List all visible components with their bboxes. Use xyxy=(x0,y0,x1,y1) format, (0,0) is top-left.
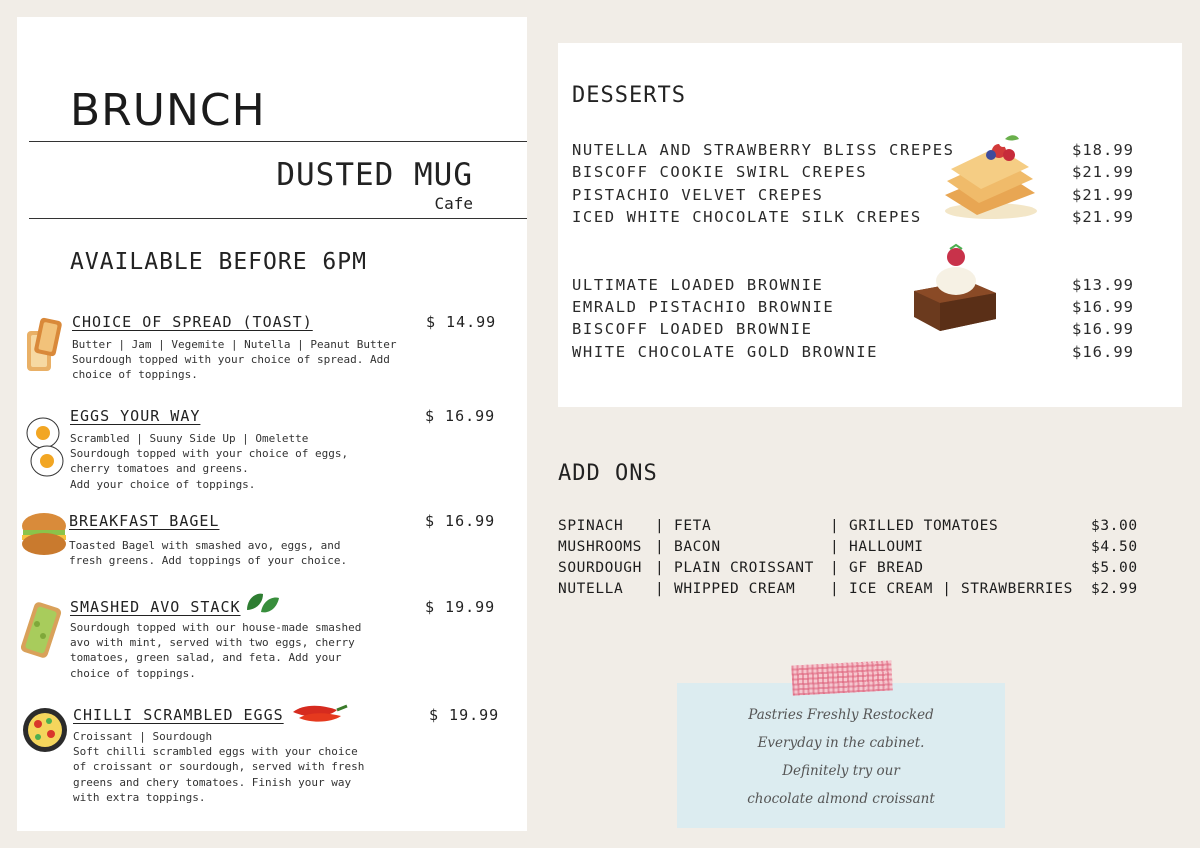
addon-separator: | xyxy=(655,518,665,534)
crepe-item-name: PISTACHIO VELVET CREPES xyxy=(572,186,824,204)
cafe-subtitle: Cafe xyxy=(434,194,473,213)
item-description: Butter | Jam | Vegemite | Nutella | Peanut Butter Sourdough topped with your choice of spread. Add choice of toppings. xyxy=(72,338,397,382)
brownie-item-price: $13.99 xyxy=(1072,276,1134,294)
addon-cell: ICE CREAM | STRAWBERRIES xyxy=(849,581,1073,597)
brownie-item-name: EMRALD PISTACHIO BROWNIE xyxy=(572,298,835,316)
addon-price: $5.00 xyxy=(1091,560,1138,576)
addon-separator: | xyxy=(830,518,840,534)
addon-separator: | xyxy=(655,560,665,576)
availability-heading: AVAILABLE BEFORE 6PM xyxy=(70,249,367,275)
addon-cell: FETA xyxy=(674,518,712,534)
item-name: SMASHED AVO STACK xyxy=(70,598,241,616)
addon-separator: | xyxy=(655,539,665,555)
cafe-name: DUSTED MUG xyxy=(276,157,473,193)
crepe-item-name: BISCOFF COOKIE SWIRL CREPES xyxy=(572,163,868,181)
crepe-item-name: ICED WHITE CHOCOLATE SILK CREPES xyxy=(572,208,922,226)
pastries-note-card xyxy=(677,683,1005,828)
addon-cell: WHIPPED CREAM xyxy=(674,581,796,597)
avocado-toast-icon xyxy=(21,598,69,662)
brownie-item-name: BISCOFF LOADED BROWNIE xyxy=(572,320,813,338)
note-line: Definitely try our xyxy=(782,763,900,779)
bagel-icon xyxy=(19,510,69,558)
brunch-menu-panel xyxy=(17,17,527,831)
crepe-item-name: NUTELLA AND STRAWBERRY BLISS CREPES xyxy=(572,141,955,159)
item-price: $ 14.99 xyxy=(426,313,497,331)
addon-price: $2.99 xyxy=(1091,581,1138,597)
note-line: chocolate almond croissant xyxy=(747,791,935,807)
item-name: CHOICE OF SPREAD (TOAST) xyxy=(72,313,313,331)
item-description: Scrambled | Suuny Side Up | Omelette Sourdough topped with your choice of eggs, cherry tomatoes and greens. Add your choice of toppings. xyxy=(70,432,349,491)
addon-separator: | xyxy=(655,581,665,597)
item-name: BREAKFAST BAGEL xyxy=(69,512,220,530)
item-name: EGGS YOUR WAY xyxy=(70,407,201,425)
fried-eggs-icon xyxy=(25,411,65,481)
addon-cell: SOURDOUGH xyxy=(558,560,642,576)
addon-cell: GRILLED TOMATOES xyxy=(849,518,999,534)
crepe-item-price: $21.99 xyxy=(1072,163,1134,181)
brownie-icon xyxy=(910,243,1000,335)
crepes-icon xyxy=(941,131,1039,221)
brownie-item-name: WHITE CHOCOLATE GOLD BROWNIE xyxy=(572,343,879,361)
item-name: CHILLI SCRAMBLED EGGS xyxy=(73,706,284,724)
addon-separator: | xyxy=(830,539,840,555)
divider-bottom xyxy=(29,218,527,219)
addon-price: $3.00 xyxy=(1091,518,1138,534)
addon-cell: PLAIN CROISSANT xyxy=(674,560,814,576)
addons-title: ADD ONS xyxy=(558,461,658,486)
addon-separator: | xyxy=(830,581,840,597)
item-description: Sourdough topped with our house-made smashed avo with mint, served with two eggs, cherry tomatoes, green salad, and feta. Add your choice of toppings. xyxy=(70,621,362,680)
egg-bowl-icon xyxy=(21,706,69,754)
chilli-icon xyxy=(291,700,349,724)
addon-cell: GF BREAD xyxy=(849,560,924,576)
item-description: Croissant | Sourdough Soft chilli scrambled eggs with your choice of croissant or sourdough, served with fresh greens and chery tomatoes. Finish your way with extra toppings. xyxy=(73,730,365,804)
brownie-item-name: ULTIMATE LOADED BROWNIE xyxy=(572,276,824,294)
washi-tape-decoration xyxy=(791,660,892,695)
item-description: Toasted Bagel with smashed avo, eggs, and fresh greens. Add toppings of your choice. xyxy=(69,539,348,568)
addon-price: $4.50 xyxy=(1091,539,1138,555)
item-price: $ 19.99 xyxy=(425,598,496,616)
addon-cell: BACON xyxy=(674,539,721,555)
addon-cell: SPINACH xyxy=(558,518,624,534)
crepe-item-price: $21.99 xyxy=(1072,208,1134,226)
note-line: Everyday in the cabinet. xyxy=(757,735,925,751)
brownie-item-price: $16.99 xyxy=(1072,298,1134,316)
crepe-item-price: $18.99 xyxy=(1072,141,1134,159)
desserts-title: DESSERTS xyxy=(572,83,686,108)
item-price: $ 19.99 xyxy=(429,706,500,724)
item-price: $ 16.99 xyxy=(425,407,496,425)
note-line: Pastries Freshly Restocked xyxy=(748,707,934,723)
addon-separator: | xyxy=(830,560,840,576)
desserts-panel xyxy=(558,43,1182,407)
addon-cell: NUTELLA xyxy=(558,581,624,597)
divider-top xyxy=(29,141,527,142)
toast-icon xyxy=(23,313,65,377)
crepe-item-price: $21.99 xyxy=(1072,186,1134,204)
addon-cell: MUSHROOMS xyxy=(558,539,642,555)
brunch-title: BRUNCH xyxy=(70,85,266,136)
addon-cell: HALLOUMI xyxy=(849,539,924,555)
item-price: $ 16.99 xyxy=(425,512,496,530)
brownie-item-price: $16.99 xyxy=(1072,320,1134,338)
brownie-item-price: $16.99 xyxy=(1072,343,1134,361)
pastries-note-text xyxy=(677,701,1005,813)
mint-leaves-icon xyxy=(243,588,281,618)
